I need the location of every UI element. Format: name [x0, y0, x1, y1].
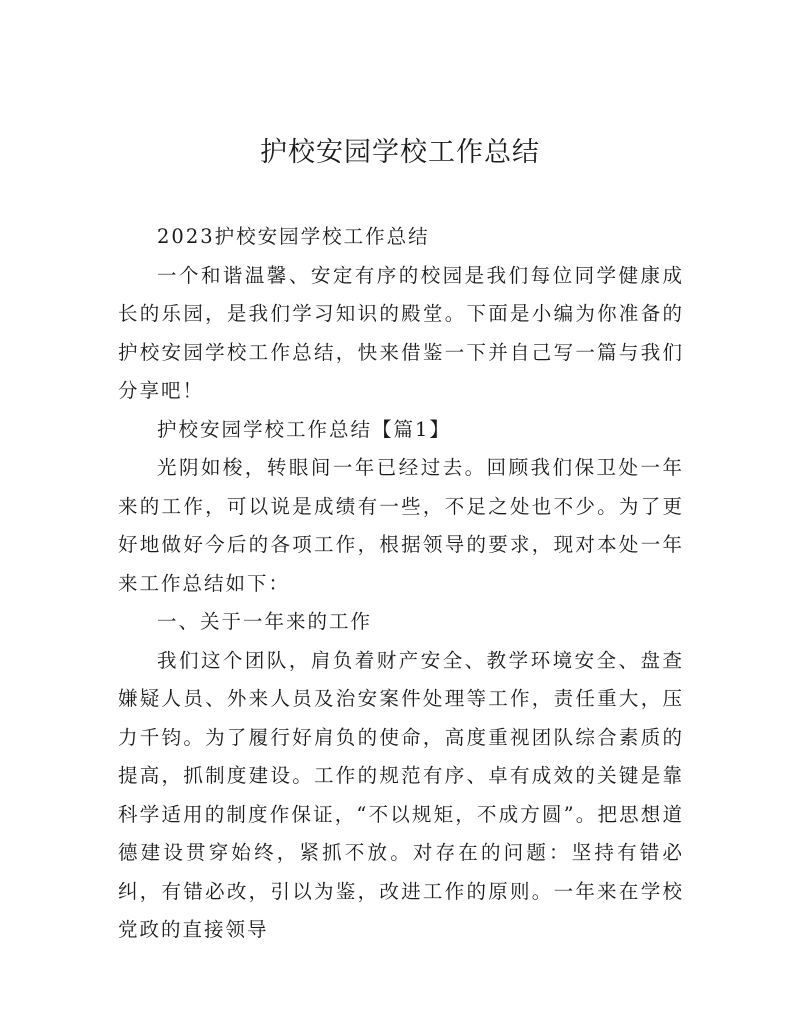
- paragraph-body: 我们这个团队，肩负着财产安全、教学环境安全、盘查嫌疑人员、外来人员及治安案件处理等工作，责任重大，压力千钧。为了履行好肩负的使命，高度重视团队综合素质的提高，抓制度建设。工作的规范有序、卓有成效的关键是靠科学适用的制度作保证，“不以规矩，不成方圆”。把思想道德建设贯穿始终，紧抓不放。对存在的问题：坚持有错必纠，有错必改，引以为鉴，改进工作的原则。一年来在学校党政的直接领导: [118, 648, 684, 941]
- paragraph-subheading: 一、关于一年来的工作: [157, 610, 373, 633]
- paragraph-opening: 光阴如梭，转眼间一年已经过去。回顾我们保卫处一年来的工作，可以说是成绩有一些，不足之处也不少。为了更好地做好今后的各项工作，根据领导的要求，现对本处一年来工作总结如下：: [118, 456, 684, 595]
- paragraph-intro: 一个和谐温馨、安定有序的校园是我们每位同学健康成长的乐园，是我们学习知识的殿堂。下面是小编为你准备的护校安园学校工作总结，快来借鉴一下并自己写一篇与我们分享吧！: [118, 263, 684, 402]
- paragraph-section-heading: 护校安园学校工作总结【篇1】: [157, 417, 451, 441]
- paragraph-subtitle: 2023护校安园学校工作总结: [157, 225, 430, 248]
- document-title: 护校安园学校工作总结: [260, 137, 540, 168]
- document-body: [118, 218, 684, 950]
